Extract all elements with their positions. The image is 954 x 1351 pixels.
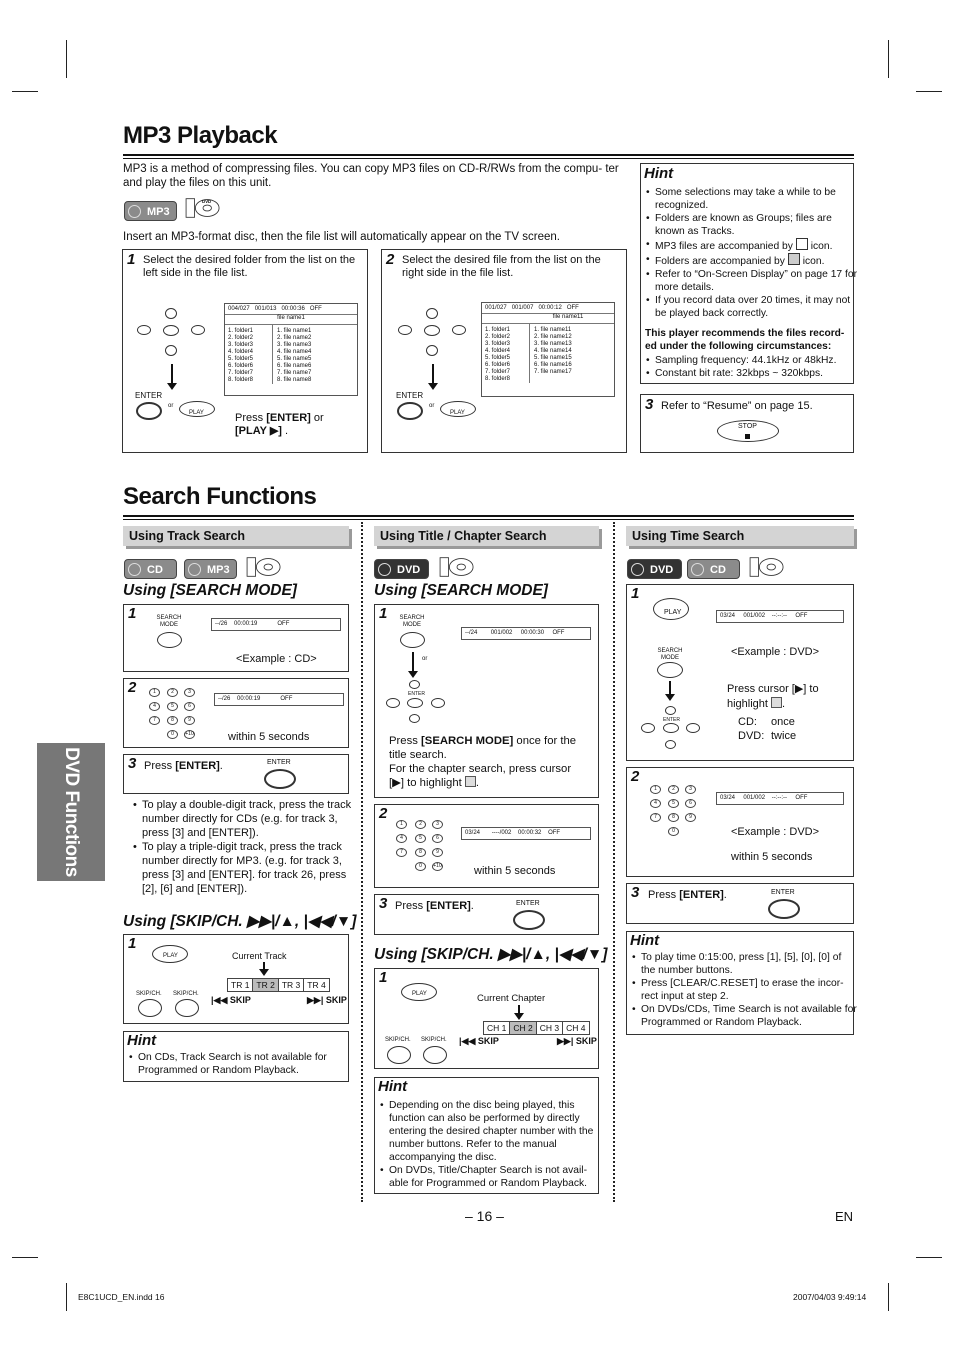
enter-button[interactable] <box>424 325 440 336</box>
list-item[interactable]: 3. folder3 <box>485 341 511 347</box>
file-list-screen <box>224 303 358 396</box>
list-item[interactable]: 2. file name12 <box>534 334 572 340</box>
or-label: or <box>168 403 174 409</box>
arrow-down-icon <box>412 652 414 672</box>
hint-title: Hint <box>127 1032 157 1049</box>
enter-button[interactable] <box>397 402 423 420</box>
crop-mark <box>888 40 889 78</box>
hint-list <box>645 354 859 380</box>
cursor-down-button[interactable] <box>665 740 676 749</box>
step-number: 1 <box>127 251 136 268</box>
search-title: Search Functions <box>123 483 317 510</box>
hint-list <box>128 1051 352 1077</box>
list-item[interactable]: 1. file name1 <box>277 328 312 334</box>
list-header: file name1 <box>225 315 357 325</box>
folder-list <box>482 324 530 383</box>
chapter-icon <box>465 776 476 787</box>
hint-item: • Folders are known as Groups; files are known as Tracks. <box>655 212 859 238</box>
number-button[interactable]: 9 <box>685 813 696 822</box>
enter-label: ENTER <box>267 759 291 766</box>
number-button[interactable]: 2 <box>668 785 679 794</box>
track-step2-box <box>123 678 349 748</box>
step-number: 2 <box>128 679 137 696</box>
cursor-right-button[interactable] <box>452 325 466 335</box>
track-step3-box <box>123 754 349 794</box>
list-item[interactable]: 1. folder1 <box>228 328 254 334</box>
press-instruction: Press [ENTER] or [PLAY ▶] . <box>235 412 324 437</box>
enter-label: ENTER <box>771 889 795 896</box>
cursor-right-button[interactable] <box>686 723 700 733</box>
step-number: 1 <box>379 969 388 986</box>
number-button[interactable]: 6 <box>184 702 195 711</box>
hint-item: • Press [CLEAR/C.RESET] to erase the incor- rect input at step 2. <box>641 977 857 1003</box>
skip-left-label: |◀◀ SKIP <box>211 995 251 1005</box>
dvd-badge: DVD <box>374 559 429 579</box>
search-mode-button[interactable] <box>400 632 425 648</box>
list-item[interactable]: 4. folder4 <box>228 349 254 355</box>
file-name: E8C1UCD_EN.indd 16 <box>78 1292 165 1302</box>
subheading: Using [SEARCH MODE] <box>374 582 548 599</box>
number-button[interactable]: 3 <box>184 688 195 697</box>
current-track-label: Current Track <box>232 951 287 961</box>
chapter-hint-box <box>374 1077 599 1194</box>
status-screen: 03/24 ----/002 00:00:32 OFF <box>461 827 591 840</box>
hint-title: Hint <box>644 165 674 182</box>
cursor-up-button[interactable] <box>426 308 438 319</box>
enter-label: ENTER <box>135 391 163 400</box>
number-button[interactable]: 3 <box>432 820 443 829</box>
within-5-seconds: within 5 seconds <box>474 865 556 877</box>
mp3-insert-text: Insert an MP3-format disc, then the file list will automatically appear on the TV screen. <box>123 231 560 243</box>
number-button[interactable]: 6 <box>685 799 696 808</box>
mp3-step3-box <box>640 394 854 453</box>
list-item[interactable]: 3. file name3 <box>277 342 312 348</box>
cursor-up-button[interactable] <box>409 680 420 689</box>
button-label: SEARCH MODE <box>657 648 683 661</box>
number-button[interactable]: 0 <box>415 862 426 871</box>
title-rule <box>123 519 854 520</box>
crop-mark <box>12 1257 38 1258</box>
cursor-up-button[interactable] <box>165 308 177 319</box>
step-number: 2 <box>386 251 395 268</box>
or-label: or <box>429 403 435 409</box>
time-step2-box <box>626 767 854 877</box>
title-rule <box>123 515 854 517</box>
enter-button[interactable] <box>136 402 162 420</box>
status-screen: --/26 00:00:19 OFF <box>211 618 341 631</box>
stop-label: STOP <box>738 423 757 430</box>
skip-forward-button[interactable] <box>387 1046 411 1064</box>
dvd-disc-icon <box>182 197 224 219</box>
number-button[interactable]: 7 <box>396 848 407 857</box>
skip-right-label: ▶▶| SKIP <box>557 1036 597 1046</box>
number-button[interactable]: 1 <box>396 820 407 829</box>
step-number: 3 <box>631 884 640 901</box>
mp3-badge: MP3 <box>124 201 177 221</box>
hint-item: • On DVDs, Title/Chapter Search is not avail- able for Programmed or Random Playback. <box>389 1164 601 1190</box>
title-rule <box>123 158 854 159</box>
track-hint-box <box>123 1031 349 1082</box>
chapter-step1-box <box>374 604 599 798</box>
folder-list <box>225 325 273 384</box>
chapter-cell: CH 2 <box>509 1021 536 1035</box>
list-item[interactable]: 3. file name13 <box>534 341 572 347</box>
list-item[interactable]: 6. folder6 <box>485 362 511 368</box>
list-item[interactable]: 1. folder1 <box>485 327 511 333</box>
number-button[interactable]: 2 <box>167 688 178 697</box>
file-list-screen <box>481 302 615 397</box>
list-item[interactable]: 3. folder3 <box>228 342 254 348</box>
track-cell: TR 2 <box>252 978 278 992</box>
step-text: Select the desired folder from the list on the left side in the file list. <box>143 254 356 279</box>
track-cell: TR 1 <box>227 978 253 992</box>
crop-mark <box>916 91 942 92</box>
arrow-down-icon <box>263 962 265 970</box>
enter-label: ENTER <box>408 691 425 697</box>
enter-label: ENTER <box>396 391 424 400</box>
step-number: 3 <box>645 396 654 413</box>
dvd-disc-icon <box>436 556 478 578</box>
step-number: 3 <box>128 755 137 772</box>
list-item[interactable]: 7. folder7 <box>228 370 254 376</box>
number-button[interactable]: 6 <box>432 834 443 843</box>
cursor-down-button[interactable] <box>409 714 420 723</box>
search-mode-button[interactable] <box>657 662 683 678</box>
arrow-down-icon <box>669 681 671 695</box>
mp3-step1-box <box>122 249 368 453</box>
play-label: PLAY <box>450 410 465 416</box>
step-number: 1 <box>379 605 388 622</box>
skip-label: SKIP/CH. <box>385 1037 411 1043</box>
cursor-down-button[interactable] <box>165 345 177 356</box>
time-step3-box <box>626 883 854 924</box>
track-row <box>227 978 329 992</box>
mp3-title: MP3 Playback <box>123 122 278 149</box>
column-divider <box>613 522 615 1202</box>
time-step1-box <box>626 584 854 761</box>
hint-item: • Depending on the disc being played, this function can also be performed by directly entering the desired chapter number with the number buttons. Refer to the manual accompanying the disc. <box>389 1099 601 1164</box>
number-button[interactable]: 4 <box>650 799 661 808</box>
cursor-left-button[interactable] <box>137 325 151 335</box>
cursor-up-button[interactable] <box>665 706 676 715</box>
file-list <box>273 325 311 384</box>
number-button[interactable]: 9 <box>432 848 443 857</box>
crop-mark <box>888 1283 889 1311</box>
print-date: 2007/04/03 9:49:14 <box>793 1292 867 1302</box>
chapter-skip-box <box>374 968 599 1069</box>
hint-item: • If you record data over 20 times, it may not be played back correctly. <box>655 294 859 320</box>
step-number: 2 <box>631 768 640 785</box>
cursor-left-button[interactable] <box>398 325 412 335</box>
chapter-cell: CH 3 <box>536 1021 563 1035</box>
number-button[interactable]: 5 <box>415 834 426 843</box>
crop-mark <box>916 1257 942 1258</box>
subheading: Using [SKIP/CH. ▶▶|/▲, |◀◀/▼] <box>123 913 357 930</box>
time-icon <box>771 697 782 708</box>
enter-button[interactable] <box>407 698 423 708</box>
hint-item: • MP3 files are accompanied by icon. <box>655 238 859 253</box>
list-item[interactable]: 8. file name8 <box>277 377 312 383</box>
svg-text:DVD: DVD <box>202 198 212 204</box>
side-tab: DVD Functions <box>37 743 105 881</box>
section-header: Using Title / Chapter Search <box>374 526 599 546</box>
list-item[interactable]: 5. file name5 <box>277 356 312 362</box>
cursor-down-button[interactable] <box>426 345 438 356</box>
hint-item: • On DVDs/CDs, Time Search is not available for Programmed or Random Playback. <box>641 1003 857 1029</box>
crop-mark <box>66 40 67 78</box>
number-button[interactable]: +10 <box>433 863 442 869</box>
step-number: 1 <box>128 935 137 952</box>
crop-mark <box>66 1283 67 1311</box>
play-label: PLAY <box>664 609 682 616</box>
hint-bold-note: This player recommends the files record- ed under the following circumstances: <box>645 328 845 352</box>
hint-item: • Constant bit rate: 32kbps ~ 320kbps. <box>655 367 859 380</box>
list-item[interactable]: 4. file name14 <box>534 348 572 354</box>
track-cell: TR 3 <box>278 978 304 992</box>
file-list <box>530 324 572 383</box>
arrow-down-icon <box>432 364 434 384</box>
cursor-left-button[interactable] <box>641 723 655 733</box>
enter-button[interactable] <box>768 899 800 919</box>
skip-label: SKIP/CH. <box>421 1037 447 1043</box>
search-mode-button[interactable] <box>157 632 182 648</box>
press-count: CD: once DVD: twice <box>738 716 797 742</box>
section-header: Using Time Search <box>626 526 854 546</box>
dvd-disc-icon <box>243 556 285 578</box>
status-bar: 001/027 001/007 00:00:12 OFF <box>482 303 614 314</box>
step-text: Press [ENTER]. <box>395 900 474 912</box>
or-label: or <box>422 656 428 662</box>
list-item[interactable]: 5. file name15 <box>534 355 572 361</box>
arrow-down-icon <box>518 1005 520 1014</box>
hint-list <box>645 186 859 320</box>
hint-item: • On CDs, Track Search is not available for Programmed or Random Playback. <box>138 1051 352 1077</box>
chapter-cell: CH 1 <box>483 1021 510 1035</box>
within-5-seconds: within 5 seconds <box>731 851 813 863</box>
number-button[interactable]: 4 <box>149 702 160 711</box>
play-label: PLAY <box>163 953 178 959</box>
list-item[interactable]: 2. file name2 <box>277 335 312 341</box>
list-item[interactable]: 1. file name11 <box>534 327 572 333</box>
step-text: Press [ENTER]. <box>648 889 727 901</box>
notes-list <box>132 798 356 896</box>
number-button[interactable]: 8 <box>167 716 178 725</box>
list-header: file name11 <box>482 314 614 324</box>
track-step1-box <box>123 604 349 672</box>
status-screen: 03/24 001/002 --:--:-- OFF <box>716 610 844 623</box>
number-button[interactable]: 8 <box>415 848 426 857</box>
cd-badge: CD <box>687 559 740 579</box>
list-item[interactable]: 7. file name7 <box>277 370 312 376</box>
hint-title: Hint <box>378 1078 408 1095</box>
chapter-step2-box <box>374 804 599 888</box>
skip-back-button[interactable] <box>175 999 199 1017</box>
step-text: Refer to “Resume” on page 15. <box>661 400 813 412</box>
list-item[interactable]: 7. file name17 <box>534 369 572 375</box>
number-button[interactable]: 0 <box>167 730 178 739</box>
step-text: Press [SEARCH MODE] once for the title search. For the chapter search, press cursor [▶] to highlight . <box>389 735 577 789</box>
status-screen: --/24 001/002 00:00:30 OFF <box>461 627 591 640</box>
hint-item: • Refer to “On-Screen Display” on page 17 for more details. <box>655 268 859 294</box>
list-item[interactable]: 4. folder4 <box>485 348 511 354</box>
subheading: Using [SEARCH MODE] <box>123 582 297 599</box>
example-label: <Example : DVD> <box>731 826 820 838</box>
cd-badge: CD <box>124 559 177 579</box>
section-header: Using Track Search <box>123 526 349 546</box>
hint-title: Hint <box>630 932 660 949</box>
skip-label: SKIP/CH. <box>173 991 199 997</box>
status-bar: 004/027 001/013 00:00:36 OFF <box>225 304 357 315</box>
dvd-badge: DVD <box>627 559 682 579</box>
hint-item: • Folders are accompanied by icon. <box>655 253 859 268</box>
page-number: – 16 – <box>465 1208 504 1224</box>
cursor-right-button[interactable] <box>191 325 205 335</box>
example-label: <Example : DVD> <box>731 646 820 658</box>
button-label: SEARCH MODE <box>156 615 182 628</box>
number-button[interactable]: 5 <box>167 702 178 711</box>
enter-button[interactable] <box>264 769 296 789</box>
mp3-badge: MP3 <box>184 559 237 579</box>
skip-label: SKIP/CH. <box>136 991 162 997</box>
play-label: PLAY <box>189 410 204 416</box>
list-item[interactable]: 4. file name4 <box>277 349 312 355</box>
crop-mark <box>12 91 38 92</box>
folder-icon <box>788 253 800 265</box>
list-item[interactable]: 6. folder6 <box>228 363 254 369</box>
chapter-row <box>483 1021 589 1035</box>
dvd-disc-icon <box>746 556 788 578</box>
number-button[interactable]: 8 <box>668 813 679 822</box>
note-item: • To play a double-digit track, press the track number directly for CDs (e.g. for track 3, press [3] and [ENTER]). <box>142 798 356 840</box>
step-number: 3 <box>379 895 388 912</box>
status-screen: --/26 00:00:19 OFF <box>214 693 344 706</box>
cursor-left-button[interactable] <box>386 698 400 708</box>
play-label: PLAY <box>412 991 427 997</box>
enter-label: ENTER <box>516 900 540 907</box>
time-hint-box <box>626 931 857 1035</box>
current-chapter-label: Current Chapter <box>477 993 546 1004</box>
enter-button[interactable] <box>663 723 679 733</box>
number-button[interactable]: 2 <box>415 820 426 829</box>
track-cell: TR 4 <box>303 978 329 992</box>
button-label: SEARCH MODE <box>399 615 425 628</box>
hint-item: • Some selections may take a while to be recognized. <box>655 186 859 212</box>
enter-label: ENTER <box>663 717 680 723</box>
list-item[interactable]: 2. folder2 <box>228 335 254 341</box>
mp3-hint-box <box>640 163 858 384</box>
list-item[interactable]: 6. file name6 <box>277 363 312 369</box>
hint-item: • To play time 0:15:00, press [1], [5], [0], [0] of the number buttons. <box>641 951 857 977</box>
skip-back-button[interactable] <box>423 1046 447 1064</box>
subheading: Using [SKIP/CH. ▶▶|/▲, |◀◀/▼] <box>374 946 608 963</box>
list-item[interactable]: 7. folder7 <box>485 369 511 375</box>
stop-icon <box>745 434 750 439</box>
step-number: 1 <box>128 605 137 622</box>
step-text: Select the desired file from the list on the right side in the file list. <box>402 254 601 279</box>
number-button[interactable]: 0 <box>668 827 679 836</box>
language-label: EN <box>835 1209 854 1224</box>
status-screen: 03/24 001/002 --:--:-- OFF <box>716 792 844 805</box>
list-item[interactable]: 5. folder5 <box>485 355 511 361</box>
enter-button[interactable] <box>163 325 179 336</box>
number-button[interactable]: 9 <box>184 716 195 725</box>
step-text: Press [ENTER]. <box>144 760 223 772</box>
number-button[interactable]: 1 <box>149 688 160 697</box>
list-item[interactable]: 8. folder8 <box>485 376 511 382</box>
note-item: • To play a triple-digit track, press the track number directly for MP3. (e.g. for track 3, press [3] and [ENTER]. for track 26, press [2], [6] and [ENTER]). <box>142 840 356 896</box>
list-item[interactable]: 2. folder2 <box>485 334 511 340</box>
column-divider <box>361 522 363 1202</box>
hint-list <box>379 1099 601 1190</box>
hint-list <box>631 951 857 1029</box>
within-5-seconds: within 5 seconds <box>228 731 310 743</box>
list-item[interactable]: 8. folder8 <box>228 377 254 383</box>
example-label: <Example : CD> <box>236 653 317 665</box>
list-item[interactable]: 6. file name16 <box>534 362 572 368</box>
file-icon <box>796 238 808 250</box>
list-item[interactable]: 5. folder5 <box>228 356 254 362</box>
number-button[interactable]: +10 <box>185 731 194 737</box>
step-number: 1 <box>631 585 640 602</box>
number-button[interactable]: 7 <box>149 716 160 725</box>
number-button[interactable]: 5 <box>668 799 679 808</box>
enter-button[interactable] <box>513 910 545 930</box>
mp3-step2-box <box>381 249 627 453</box>
chapter-step3-box <box>374 894 599 935</box>
number-button[interactable]: 1 <box>650 785 661 794</box>
number-button[interactable]: 3 <box>685 785 696 794</box>
mp3-intro: MP3 is a method of compressing files. You can copy MP3 files on CD-R/RWs from the compu- ter and play the files on this unit. <box>123 163 619 189</box>
track-skip-box <box>123 934 349 1024</box>
arrow-down-icon <box>171 364 173 384</box>
chapter-cell: CH 4 <box>562 1021 589 1035</box>
number-button[interactable]: 4 <box>396 834 407 843</box>
cursor-instruction: Press cursor [▶] to highlight . <box>727 683 819 710</box>
skip-left-label: |◀◀ SKIP <box>459 1036 499 1046</box>
cursor-right-button[interactable] <box>431 698 445 708</box>
skip-right-label: ▶▶| SKIP <box>307 995 347 1005</box>
hint-item: • Sampling frequency: 44.1kHz or 48kHz. <box>655 354 859 367</box>
number-button[interactable]: 7 <box>650 813 661 822</box>
step-number: 2 <box>379 805 388 822</box>
skip-forward-button[interactable] <box>138 999 162 1017</box>
title-rule <box>123 154 854 156</box>
